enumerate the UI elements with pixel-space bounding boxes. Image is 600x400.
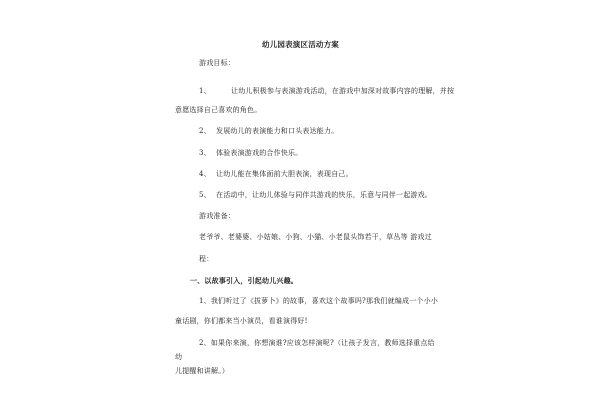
document-title: 幼儿园表演区活动方案 <box>262 40 339 49</box>
goal-2-number: 2、 <box>199 127 211 135</box>
prep-line-2: 程： <box>199 255 214 263</box>
goal-1-line-2: 意愿选择自己喜欢的角色。 <box>175 106 262 114</box>
goal-5-line-1: 在活动中，让幼儿体验与同伴共游戏的快乐，乐意与同伴一起游戏。 <box>216 191 432 199</box>
section-1-item-2-line-1: 2、如果你来演，你想演谁?应该怎样演呢?（让孩子发言，教师选择重点给 <box>199 339 435 347</box>
section-1-item-1-line-1: 1、我们听过了《拔萝卜》的故事，喜欢这个故事吗?那我们就编成一个小小 <box>199 297 439 305</box>
goals-heading: 游戏目标： <box>199 59 235 67</box>
section-1-item-1-line-2: 童话剧，你们都来当小演员，看谁演得好! <box>175 317 308 325</box>
section-1-item-2-line-2: 幼 <box>175 353 183 361</box>
prep-heading: 游戏准备： <box>199 212 235 220</box>
goal-3-number: 3、 <box>199 149 211 157</box>
section-1-item-2-line-3: 儿提醒和讲解。） <box>175 367 230 375</box>
goal-5-number: 5、 <box>199 191 211 199</box>
goal-4-line-1: 让幼儿能在集体面前大胆表演，表现自己。 <box>216 170 353 178</box>
section-1-heading: 一、以故事引入，引起幼儿兴趣。 <box>190 276 298 285</box>
goal-3-line-1: 体验表演游戏的合作快乐。 <box>216 149 303 157</box>
goal-1-line-1: 让幼儿积极参与表演游戏活动，在游戏中加深对故事内容的理解，并按 <box>231 87 455 95</box>
prep-line-1: 老爷爷、老婆婆、小姑娘、小狗、小猫、小老鼠头饰若干，草丛等 游戏过 <box>199 233 432 241</box>
goal-4-number: 4、 <box>199 170 211 178</box>
goal-1-number: 1、 <box>199 87 211 95</box>
goal-2-line-1: 发展幼儿的表演能力和口头表达能力。 <box>216 127 339 135</box>
